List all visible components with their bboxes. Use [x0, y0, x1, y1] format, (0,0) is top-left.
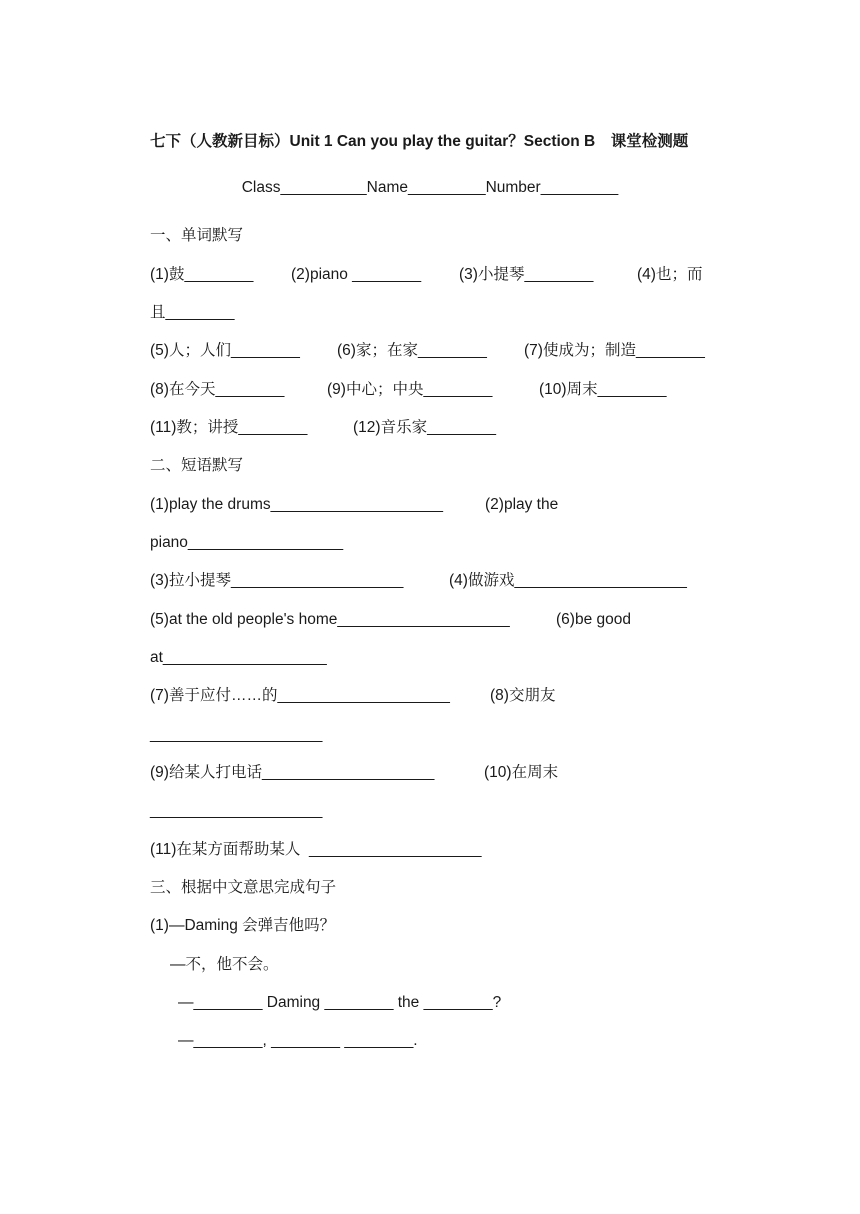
word-item-12: (12)音乐家________ [353, 419, 497, 436]
word-item-6: (6)家；在家________ [337, 342, 487, 359]
phrase-item-10-continued: ____________________ [150, 802, 323, 819]
sentence-question-1: (1)—Daming 会弹吉他吗？ [150, 917, 336, 934]
phrase-item-2-continued: piano__________________ [150, 534, 344, 551]
phrase-item-5: (5)at the old people's home____________________ [150, 611, 510, 628]
phrase-item-4: (4)做游戏____________________ [449, 572, 687, 589]
section1-heading: 一、单词默写 [150, 227, 244, 244]
word-item-3: (3)小提琴________ [459, 266, 594, 283]
phrase-item-1: (1)play the drums____________________ [150, 496, 444, 513]
word-item-5: (5)人；人们________ [150, 342, 300, 359]
phrase-item-7: (7)善于应付……的____________________ [150, 687, 450, 704]
sentence-fill-1: —________ Daming ________ the ________? [178, 994, 502, 1011]
sentence-answer-1: —不，他不会。 [170, 956, 279, 973]
phrase-item-9: (9)给某人打电话____________________ [150, 764, 435, 781]
phrase-item-2: (2)play the [485, 496, 559, 513]
word-item-4-continued: 且________ [150, 304, 235, 321]
phrase-item-6-continued: at___________________ [150, 649, 327, 666]
word-item-10: (10)周末________ [539, 381, 667, 398]
word-item-7: (7)使成为；制造________ [524, 342, 705, 359]
phrase-item-6: (6)be good [556, 611, 631, 628]
phrase-item-8-continued: ____________________ [150, 726, 323, 743]
page-title: 七下（人教新目标）Unit 1 Can you play the guitar？Section B 课堂检测题 [150, 133, 689, 150]
section3-heading: 三、根据中文意思完成句子 [150, 879, 337, 896]
phrase-item-8: (8)交朋友 [490, 687, 556, 704]
word-item-2: (2)piano ________ [291, 266, 422, 283]
word-item-11: (11)教；讲授________ [150, 419, 308, 436]
word-item-8: (8)在今天________ [150, 381, 285, 398]
class-name-number-line: Class__________Name_________Number_________ [241, 179, 619, 196]
phrase-item-3: (3)拉小提琴____________________ [150, 572, 404, 589]
phrase-item-10: (10)在周末 [484, 764, 559, 781]
phrase-item-11: (11)在某方面帮助某人 ____________________ [150, 841, 482, 858]
word-item-9: (9)中心；中央________ [327, 381, 493, 398]
word-item-4: (4)也；而 [637, 266, 703, 283]
section2-heading: 二、短语默写 [150, 457, 244, 474]
sentence-fill-2: —________, ________ ________. [178, 1032, 418, 1049]
word-item-1: (1)鼓________ [150, 266, 254, 283]
